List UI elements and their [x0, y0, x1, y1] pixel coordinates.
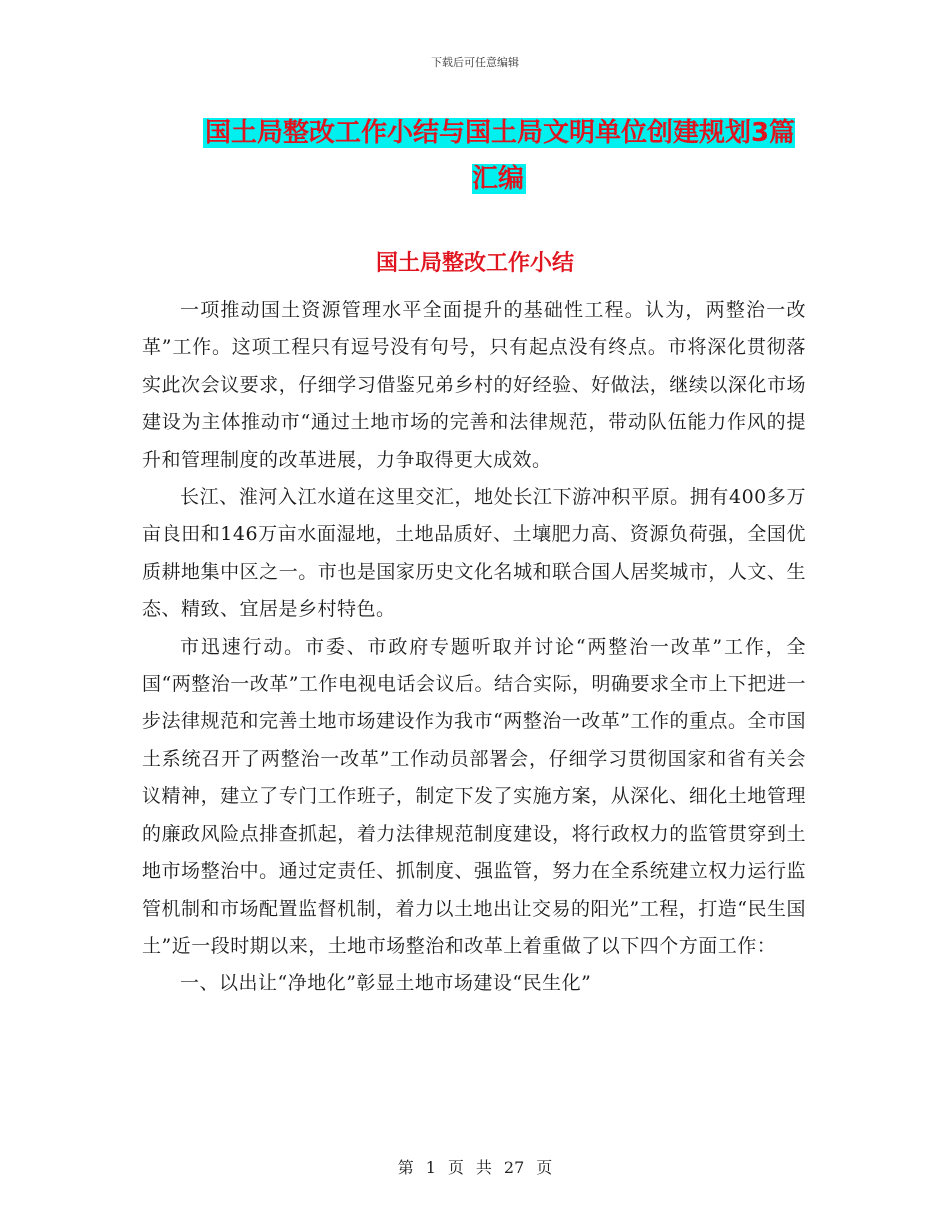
document-title [193, 110, 805, 202]
paragraph: 一、以出让“净地化”彰显土地市场建设“民生化” [180, 972, 592, 995]
page-number: 1 [425, 1158, 436, 1177]
total-label: 共 [475, 1158, 492, 1177]
page-unit: 页 [447, 1158, 464, 1177]
body-text [142, 292, 806, 1003]
paragraph: 一项推动国土资源管理水平全面提升的基础性工程。认为，两整治一改革”工作。这项工程只有逗号没有句号，只有起点没有终点。市将深化贯彻落实此次会议要求，仔细学习借鉴兄弟乡村的好经验、好做法，继续以深化市场建设为主体推动市“通过土地市场的完善和法律规范，带动队伍能力作风的提升和管理制度的改革进展，力争取得更大成效。 [142, 299, 806, 471]
page-label: 第 [397, 1158, 414, 1177]
total-pages: 27 [503, 1158, 525, 1177]
paragraph: 市迅速行动。市委、市政府专题听取并讨论“两整治一改革”工作，全国“两整治一改革”工作电视电话会议后。结合实际，明确要求全市上下把进一步法律规范和完善土地市场建设作为我市“两整治一改革”工作的重点。全市国土系统召开了两整治一改革”工作动员部署会，仔细学习贯彻国家和省有关会议精神，建立了专门工作班子，制定下发了实施方案，从深化、细化土地管理的廉政风险点排查抓起，着力法律规范制度建设，将行政权力的监管贯穿到土地市场整治中。通过定责任、抓制度、强监管，努力在全系统建立权力运行监管机制和市场配置监督机制，着力以土地出让交易的阳光”工程，打造“民生国土”近一段时期以来，土地市场整治和改革上着重做了以下四个方面工作： [142, 635, 806, 957]
page-footer [0, 1155, 950, 1178]
paragraph: 长江、淮河入江水道在这里交汇，地处长江下游冲积平原。拥有400多万亩良田和146万亩水面湿地，土地品质好、土壤肥力高、资源负荷强，全国优质耕地集中区之一。市也是国家历史文化名城和联合国人居奖城市，人文、生态、精致、宜居是乡村特色。 [142, 486, 806, 621]
header-note: 下载后可任意编辑 [431, 56, 519, 69]
total-unit: 页 [536, 1158, 553, 1177]
section-title: 国土局整改工作小结 [375, 251, 574, 276]
document-title-text: 国土局整改工作小结与国土局文明单位创建规划3篇汇编 [204, 118, 796, 194]
